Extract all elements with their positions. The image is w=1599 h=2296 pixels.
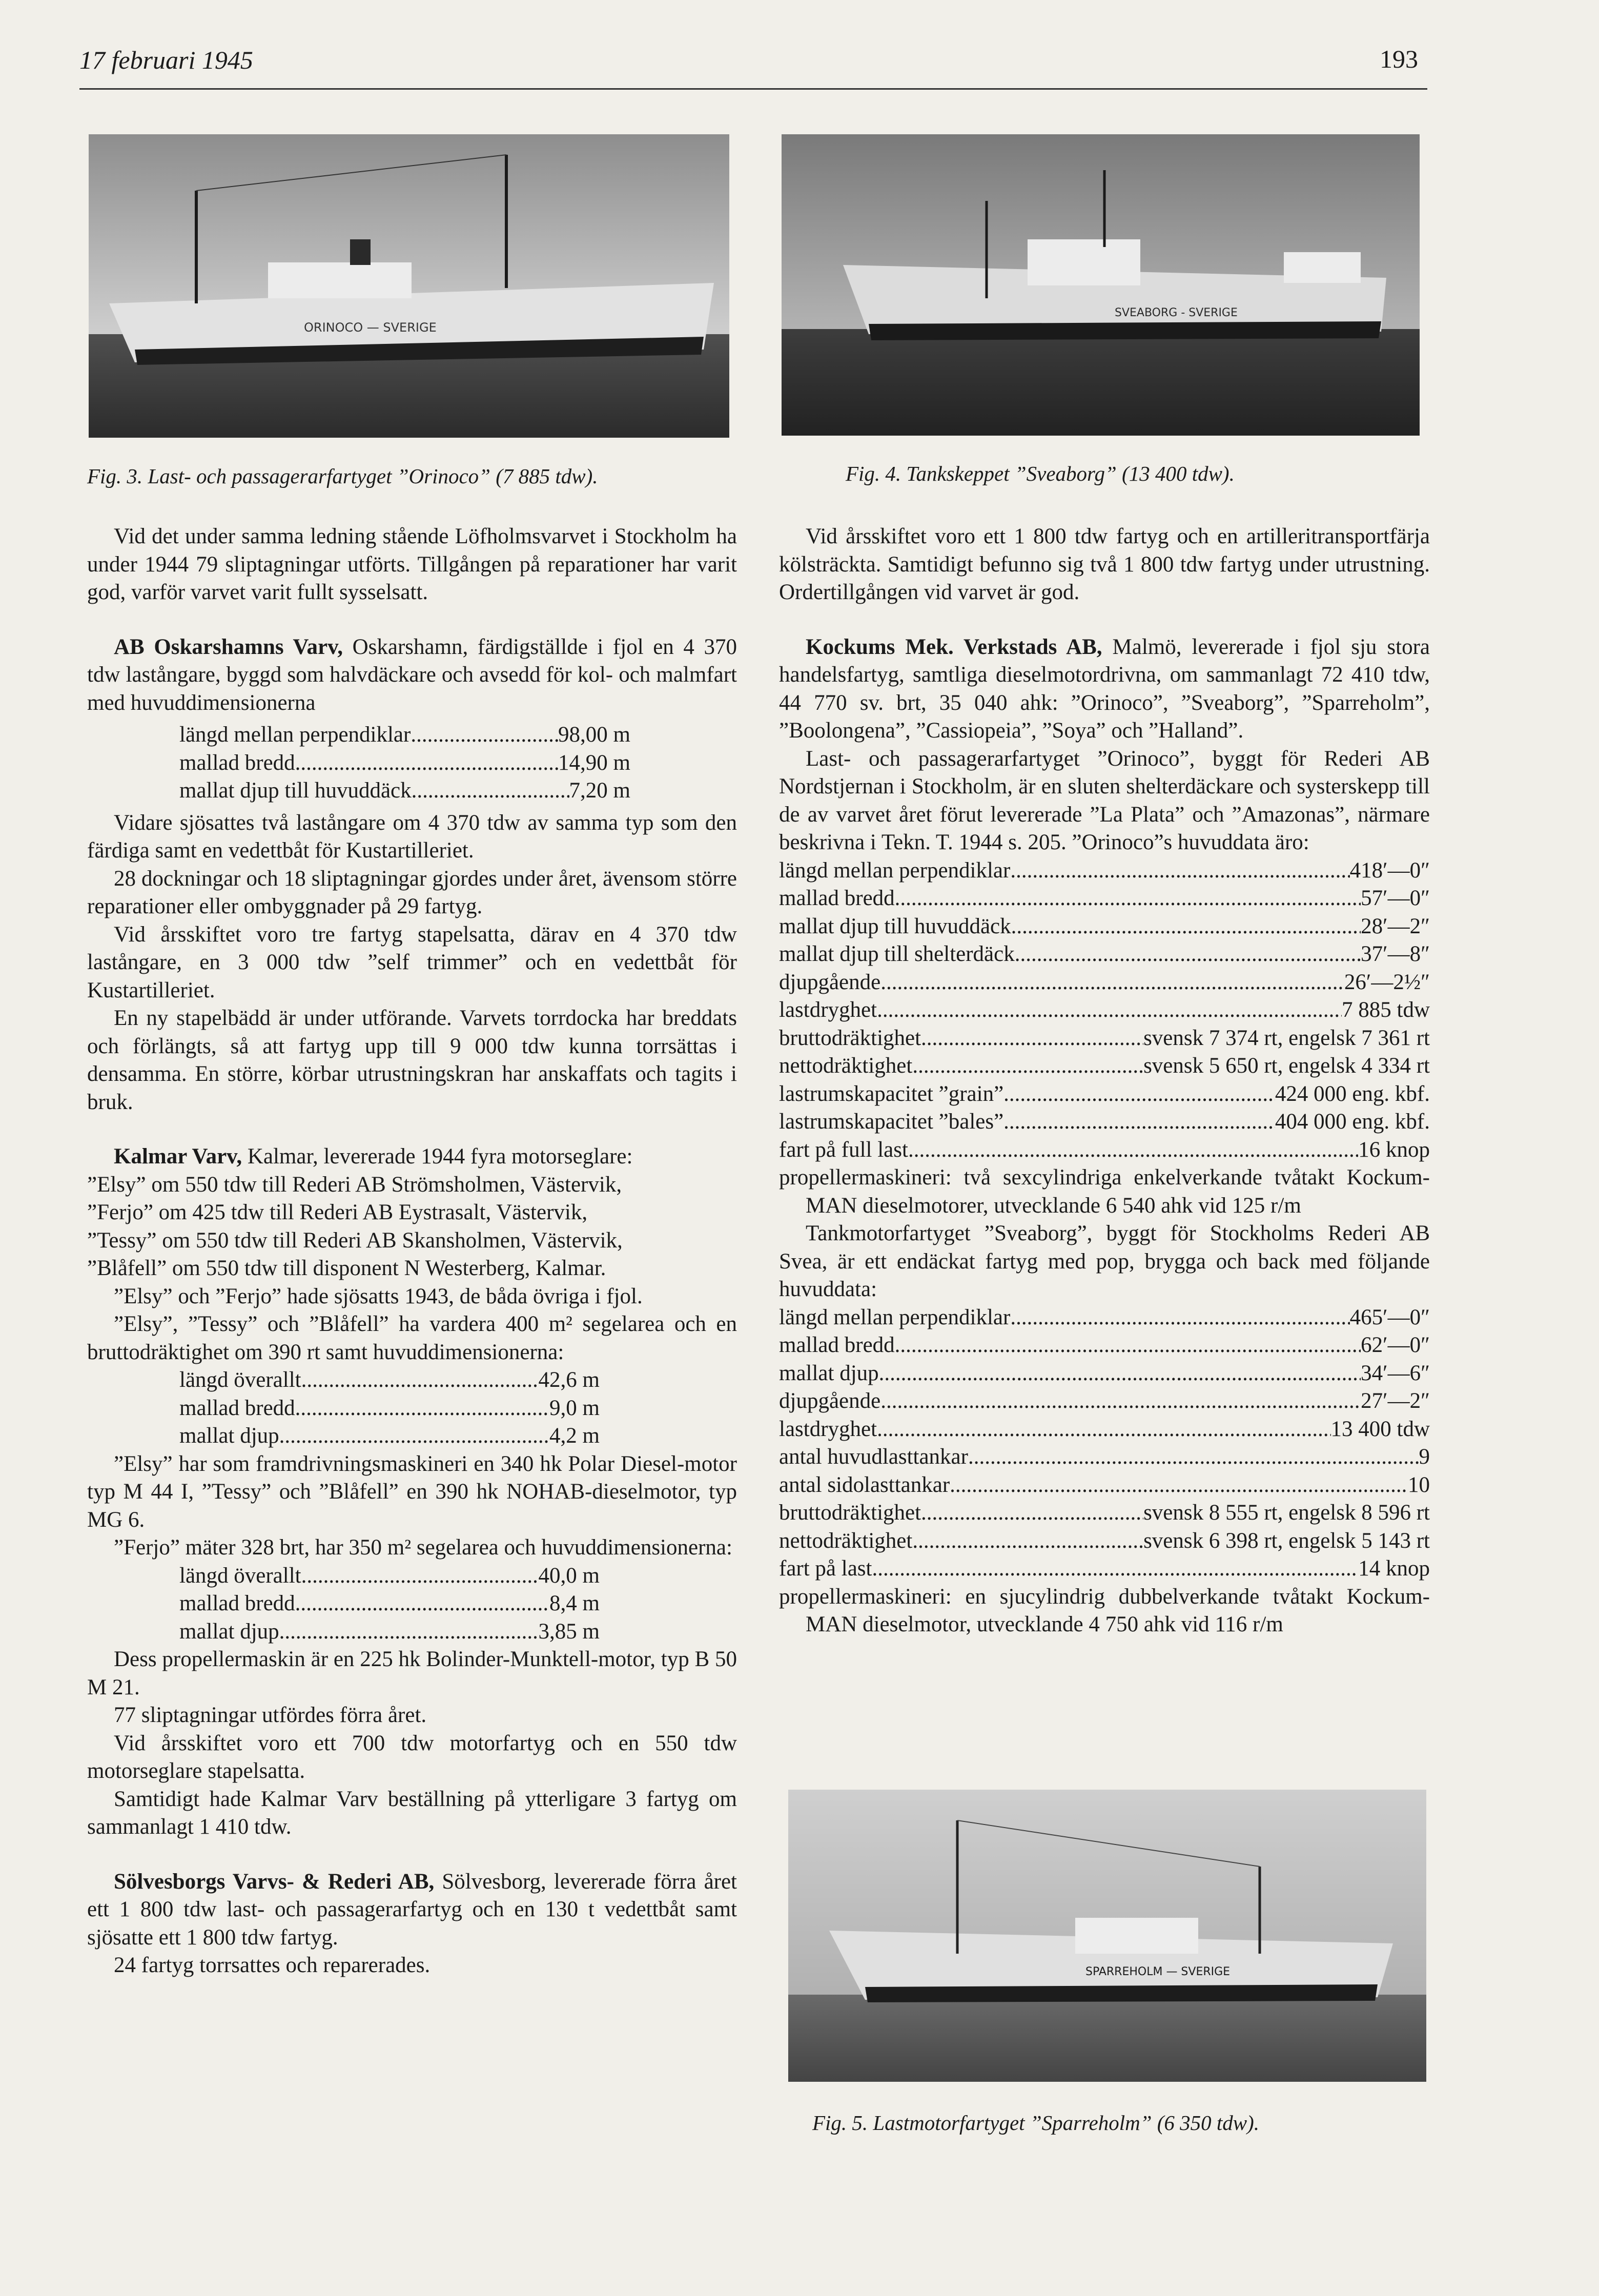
spec-row: längd överallt ..... 42,6 m <box>179 1366 600 1395</box>
paragraph: En ny stapelbädd är under utförande. Varvets torrdocka har breddats och förlängts, så att fartyg upp till 9 000 tdw kunna torrsättas i densamma. En större, körbar utrustningskran har anskaffats och tagits i bruk. <box>87 1006 737 1114</box>
sveaborg-hull-text: SVEABORG - SVERIGE <box>1115 306 1238 319</box>
paragraph: Vid årsskiftet voro ett 700 tdw motorfartyg och en 550 tdw motorseglare stapelsatta. <box>87 1731 737 1783</box>
spec-row: fart på last ..... 14 knop <box>779 1555 1430 1583</box>
paragraph: Dess propellermaskin är en 225 hk Bolinder-Munktell-motor, typ B 50 M 21. <box>87 1647 737 1699</box>
list-item: ”Elsy” om 550 tdw till Rederi AB Strömsholmen, Västervik, <box>87 1172 622 1197</box>
photo-sparreholm <box>788 1790 1426 2082</box>
spec-row: bruttodräktighet ..... svensk 7 374 rt, engelsk 7 361 rt <box>779 1024 1430 1053</box>
kalmar-specs-1 <box>87 1366 600 1450</box>
paragraph: ”Elsy” och ”Ferjo” hade sjösatts 1943, de båda övriga i fjol. <box>114 1284 643 1308</box>
kockums-paragraph <box>779 633 1430 745</box>
spec-row: mallad bredd ..... 14,90 m <box>179 749 630 777</box>
spec-row: lastrumskapacitet ”grain” ..... 424 000 eng. kbf. <box>779 1080 1430 1109</box>
spec-row: mallad bredd ..... 9,0 m <box>179 1395 600 1423</box>
spec-row: nettodräktighet ..... svensk 5 650 rt, engelsk 4 334 rt <box>779 1052 1430 1080</box>
spec-row: mallat djup till huvuddäck ..... 28′—2″ <box>779 913 1430 941</box>
list-item: ”Blåfell” om 550 tdw till disponent N Westerberg, Kalmar. <box>87 1256 606 1280</box>
spec-row: antal huvudlasttankar ..... 9 <box>779 1443 1430 1471</box>
spec-row: längd mellan perpendiklar ..... 465′—0″ <box>779 1304 1430 1332</box>
photo-sveaborg <box>782 134 1420 436</box>
sveaborg-intro: Tankmotorfartyget ”Sveaborg”, byggt för Stockholms Rederi AB Svea, är ett endäckat fartyg med pop, brygga och back med följande huvuddata: <box>779 1221 1430 1301</box>
list-item: ”Ferjo” om 425 tdw till Rederi AB Eystrasalt, Västervik, <box>87 1200 588 1224</box>
spec-row: mallad bredd ..... 57′—0″ <box>779 885 1430 913</box>
paragraph: Vid årsskiftet voro ett 1 800 tdw fartyg och en artilleritransportfärja kölsträckta. Samtidigt befunno sig två 1 800 tdw fartyg under utrustning. Ordertillgången vid varvet är god. <box>779 524 1430 604</box>
kalmar-paragraph <box>87 1143 737 1171</box>
spec-row: längd mellan perpendiklar ..... 98,00 m <box>179 721 630 749</box>
list-item: ”Tessy” om 550 tdw till Rederi AB Skansholmen, Västervik, <box>87 1228 623 1253</box>
paragraph: ”Elsy” har som framdrivningsmaskineri en 340 hk Polar Diesel-motor typ M 44 I, ”Tessy” och ”Blåfell” en 390 hk NOHAB-dieselmotor, typ MG 6. <box>87 1451 737 1532</box>
orinoco-hull-text: ORINOCO — SVERIGE <box>304 320 437 335</box>
page-number: 193 <box>1380 45 1418 73</box>
spec-row: djupgående ..... 27′—2″ <box>779 1387 1430 1416</box>
caption-fig-3: Fig. 3. Last- och passagerarfartyget ”Orinoco” (7 885 tdw). <box>87 464 598 488</box>
spec-row: mallat djup till huvuddäck ..... 7,20 m <box>179 777 630 805</box>
solvesborg-firm: Sölvesborgs Varvs- & Rederi AB, <box>114 1869 435 1894</box>
paragraph: 77 sliptagningar utfördes förra året. <box>114 1703 427 1727</box>
spec-row: lastrumskapacitet ”bales” ..... 404 000 eng. kbf. <box>779 1108 1430 1136</box>
issue-date: 17 februari 1945 <box>79 46 253 74</box>
header-rule <box>79 88 1427 90</box>
sparreholm-hull-text: SPARREHOLM — SVERIGE <box>1085 1965 1231 1978</box>
lofholm-paragraph: Vid det under samma ledning stående Löfholmsvarvet i Stockholm ha under 1944 79 sliptagningar utförts. Tillgången på reparationer har varit god, varför varvet varit fullt sysselsatt. <box>87 524 737 604</box>
spec-row: nettodräktighet ..... svensk 6 398 rt, engelsk 5 143 rt <box>779 1527 1430 1555</box>
right-column <box>779 523 1430 1639</box>
spec-row: antal sidolasttankar ..... 10 <box>779 1471 1430 1500</box>
paragraph: ”Ferjo” mäter 328 brt, har 350 m² segelarea och huvuddimensionerna: <box>114 1535 732 1560</box>
spec-row: längd mellan perpendiklar ..... 418′—0″ <box>779 857 1430 885</box>
kalmar-specs-2 <box>87 1562 600 1646</box>
spec-row: längd överallt ..... 40,0 m <box>179 1562 600 1590</box>
orinoco-intro: Last- och passagerarfartyget ”Orinoco”, byggt för Rederi AB Nordstjernan i Stockholm, är en sluten shelterdäckare och systerskepp till de av varvet året förut levererade ”La Plata” och ”Amazonas”, närmare beskrivna i Tekn. T. 1944 s. 205. ”Orinoco”s huvuddata äro: <box>779 746 1430 854</box>
kalmar-firm: Kalmar Varv, <box>114 1144 242 1168</box>
caption-fig-4: Fig. 4. Tankskeppet ”Sveaborg” (13 400 tdw). <box>846 462 1235 485</box>
caption-fig-5: Fig. 5. Lastmotorfartyget ”Sparreholm” (6 350 tdw). <box>812 2111 1260 2135</box>
paragraph: ”Elsy”, ”Tessy” och ”Blåfell” ha vardera 400 m² segelarea och en bruttodräktighet om 390 rt samt huvuddimensionerna: <box>87 1312 737 1364</box>
oskarshamn-specs <box>87 717 630 809</box>
paragraph: 28 dockningar och 18 sliptagningar gjordes under året, ävensom större reparationer eller ombyggnader på 29 fartyg. <box>87 866 737 918</box>
left-column <box>87 523 737 1980</box>
solvesborg-text: Sölvesborg, levererade förra året ett 1 800 tdw last- och passagerarfartyg och en 130 t vedettbåt samt sjösatte ett 1 800 tdw fartyg. <box>87 1869 737 1950</box>
spec-row: mallat djup ..... 34′—6″ <box>779 1360 1430 1388</box>
spec-row: mallat djup ..... 4,2 m <box>179 1422 600 1450</box>
spec-row: mallat djup till shelterdäck ..... 37′—8″ <box>779 940 1430 969</box>
sveaborg-specs <box>779 1304 1430 1583</box>
paragraph: 24 fartyg torrsattes och reparerades. <box>114 1953 430 1977</box>
spec-row: lastdryghet ..... 13 400 tdw <box>779 1416 1430 1444</box>
spec-row: fart på full last ..... 16 knop <box>779 1136 1430 1164</box>
spec-row: bruttodräktighet ..... svensk 8 555 rt, engelsk 8 596 rt <box>779 1499 1430 1527</box>
orinoco-propulsion: propellermaskineri: två sexcylindriga enkelverkande tvåtakt Kockum-MAN dieselmotorer, utvecklande 6 540 ahk vid 125 r/m <box>779 1165 1430 1218</box>
spec-row: mallad bredd ..... 8,4 m <box>179 1590 600 1618</box>
paragraph: Vidare sjösattes två lastångare om 4 370 tdw av samma typ som den färdiga samt en vedettbåt för Kustartilleriet. <box>87 810 737 863</box>
spec-row: djupgående ..... 26′—2½″ <box>779 969 1430 997</box>
kockums-firm: Kockums Mek. Verkstads AB, <box>806 634 1102 659</box>
oskarshamn-firm: AB Oskarshamns Varv, <box>114 634 343 659</box>
oskarshamn-paragraph <box>87 633 737 717</box>
paragraph: Samtidigt hade Kalmar Varv beställning på ytterligare 3 fartyg om sammanlagt 1 410 tdw. <box>87 1787 737 1839</box>
kalmar-text: Kalmar, levererade 1944 fyra motorseglare: <box>242 1144 633 1168</box>
kockums-text: Malmö, levererade i fjol sju stora handelsfartyg, samtliga dieselmotordrivna, om sammanlagt 72 410 tdw, 44 770 sv. brt, 35 040 ahk: ”Orinoco”, ”Sveaborg”, ”Sparreholm”, ”Boolongena”, ”Cassiopeia”, ”Soya” och ”Halland”. <box>779 634 1430 743</box>
paragraph: Vid årsskiftet voro tre fartyg stapelsatta, därav en 4 370 tdw lastångare, en 3 000 tdw ”self trimmer” och en vedettbåt för Kustartilleriet. <box>87 922 737 1002</box>
orinoco-specs <box>779 857 1430 1164</box>
spec-row: mallad bredd ..... 62′—0″ <box>779 1331 1430 1360</box>
solvesborg-paragraph <box>87 1868 737 1952</box>
photo-orinoco <box>89 134 729 438</box>
oskarshamn-text: Oskarshamn, färdigställde i fjol en 4 370 tdw lastångare, byggd som halvdäckare och avsedd för kol- och malmfart med huvuddimensionerna <box>87 634 737 715</box>
sveaborg-propulsion: propellermaskineri: en sjucylindrig dubbelverkande tvåtakt Kockum-MAN dieselmotor, utvecklande 4 750 ahk vid 116 r/m <box>779 1584 1430 1636</box>
spec-row: mallat djup ..... 3,85 m <box>179 1618 600 1646</box>
spec-row: lastdryghet ..... 7 885 tdw <box>779 996 1430 1024</box>
